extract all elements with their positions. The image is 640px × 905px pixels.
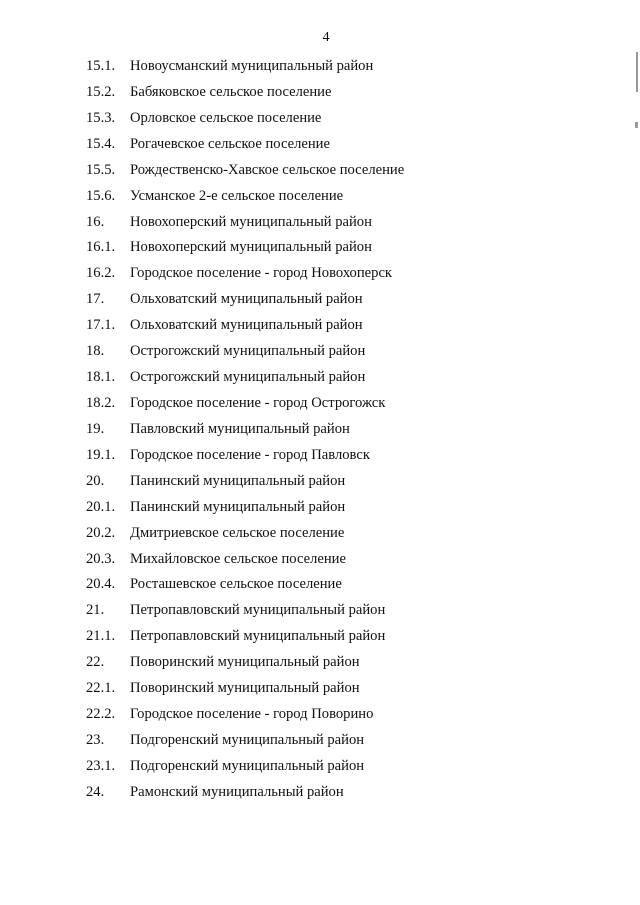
list-item	[86, 551, 606, 577]
list-item	[86, 525, 606, 551]
item-name: Острогожский муниципальный район	[130, 369, 366, 386]
list-item	[86, 162, 606, 188]
item-name: Петропавловский муниципальный район	[130, 628, 386, 645]
item-number: 15.2.	[86, 83, 116, 100]
page-number: 4	[322, 30, 330, 45]
list-item	[86, 758, 606, 784]
item-number: 21.1.	[86, 628, 116, 645]
item-name: Рамонский муниципальный район	[130, 783, 344, 800]
item-number: 24.	[86, 783, 105, 800]
list-item	[86, 239, 606, 265]
item-name: Петропавловский муниципальный район	[130, 602, 386, 619]
list-item	[86, 628, 606, 654]
list-item	[86, 447, 606, 473]
item-name: Усманское 2-е сельское поселение	[130, 187, 344, 204]
item-number: 20.2.	[86, 524, 116, 541]
item-name: Дмитриевское сельское поселение	[130, 524, 345, 541]
item-number: 18.2.	[86, 394, 116, 411]
item-name: Подгоренский муниципальный район	[130, 757, 365, 774]
item-number: 20.	[86, 472, 105, 489]
item-number: 20.4.	[86, 576, 116, 593]
item-name: Подгоренский муниципальный район	[130, 731, 365, 748]
list-item	[86, 395, 606, 421]
list-item	[86, 473, 606, 499]
item-name: Городское поселение - город Павловск	[130, 446, 370, 463]
item-name: Рогачевское сельское поселение	[130, 135, 330, 152]
item-name: Орловское сельское поселение	[130, 109, 322, 126]
list-item	[86, 369, 606, 395]
item-name: Городское поселение - город Острогожск	[130, 394, 386, 411]
scan-edge-mark	[635, 122, 638, 128]
item-name: Рождественско-Хавское сельское поселение	[130, 161, 405, 178]
item-number: 22.	[86, 654, 105, 671]
item-number: 15.4.	[86, 135, 116, 152]
item-number: 16.1.	[86, 239, 116, 256]
item-name: Михайловское сельское поселение	[130, 550, 346, 567]
list-item	[86, 110, 606, 136]
item-number: 19.1.	[86, 446, 116, 463]
item-name: Острогожский муниципальный район	[130, 343, 366, 360]
item-number: 20.1.	[86, 498, 116, 515]
list-item	[86, 291, 606, 317]
item-name: Ольховатский муниципальный район	[130, 317, 363, 334]
list-item	[86, 265, 606, 291]
item-name: Городское поселение - город Поворино	[130, 706, 374, 723]
list-item	[86, 654, 606, 680]
list-item	[86, 343, 606, 369]
list-item	[86, 214, 606, 240]
list-item	[86, 706, 606, 732]
item-number: 18.1.	[86, 369, 116, 386]
item-number: 18.	[86, 343, 105, 360]
item-number: 20.3.	[86, 550, 116, 567]
list-item	[86, 732, 606, 758]
item-number: 22.1.	[86, 680, 116, 697]
item-number: 17.	[86, 291, 105, 308]
item-number: 16.2.	[86, 265, 116, 282]
item-name: Павловский муниципальный район	[130, 420, 350, 437]
item-name: Новохоперский муниципальный район	[130, 239, 372, 256]
item-name: Новохоперский муниципальный район	[130, 213, 372, 230]
item-number: 15.6.	[86, 187, 116, 204]
list-item	[86, 784, 606, 810]
item-name: Новоусманский муниципальный район	[130, 58, 374, 74]
item-number: 21.	[86, 602, 105, 619]
list-item	[86, 421, 606, 447]
item-name: Панинский муниципальный район	[130, 472, 346, 489]
entry-list	[86, 58, 606, 810]
list-item	[86, 136, 606, 162]
item-name: Панинский муниципальный район	[130, 498, 346, 515]
item-number: 15.3.	[86, 109, 116, 126]
list-item	[86, 576, 606, 602]
item-number: 17.1.	[86, 317, 116, 334]
item-number: 15.1.	[86, 58, 116, 74]
item-name: Бабяковское сельское поселение	[130, 83, 332, 100]
item-name: Поворинский муниципальный район	[130, 680, 360, 697]
item-name: Поворинский муниципальный район	[130, 654, 360, 671]
item-number: 19.	[86, 420, 105, 437]
list-item	[86, 84, 606, 110]
list-item	[86, 680, 606, 706]
item-number: 15.5.	[86, 161, 116, 178]
item-number: 22.2.	[86, 706, 116, 723]
item-name: Росташевское сельское поселение	[130, 576, 342, 593]
list-item	[86, 317, 606, 343]
list-item	[86, 188, 606, 214]
item-number: 23.	[86, 731, 105, 748]
item-number: 23.1.	[86, 757, 116, 774]
item-name: Ольховатский муниципальный район	[130, 291, 363, 308]
list-item	[86, 499, 606, 525]
item-name: Городское поселение - город Новохоперск	[130, 265, 393, 282]
list-item	[86, 58, 606, 84]
scan-edge-mark	[636, 52, 638, 92]
list-item	[86, 602, 606, 628]
item-number: 16.	[86, 213, 105, 230]
